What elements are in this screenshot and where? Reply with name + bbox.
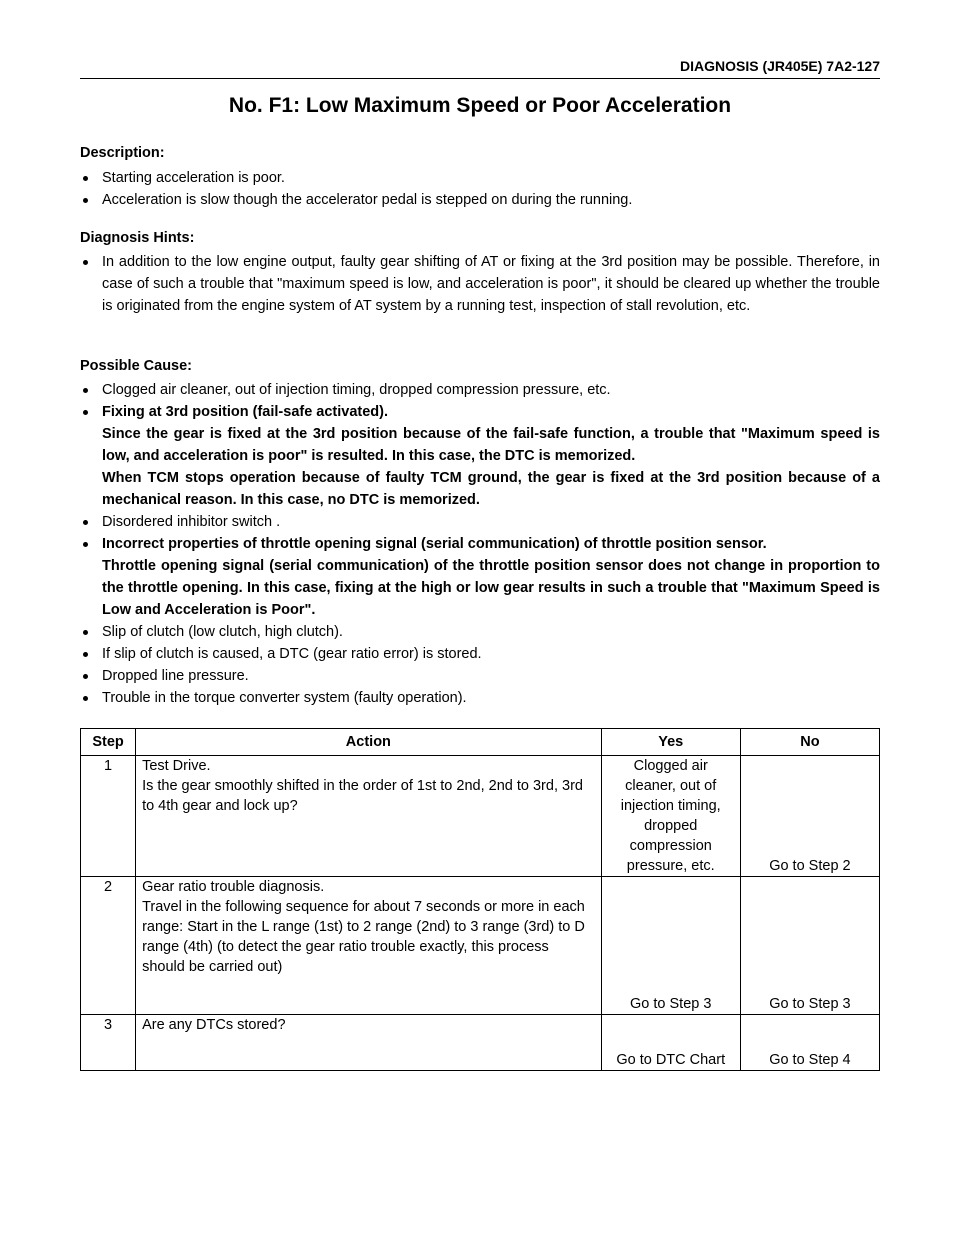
list-item: Starting acceleration is poor. — [80, 167, 880, 189]
page-title: No. F1: Low Maximum Speed or Poor Acceleration — [228, 94, 732, 117]
list-item: Disordered inhibitor switch . — [80, 511, 880, 533]
step-number: 3 — [81, 1015, 136, 1071]
bullet-icon — [83, 388, 88, 393]
step-action — [136, 756, 602, 877]
diagnosis-steps-table — [80, 728, 880, 1071]
causes-list — [80, 379, 880, 709]
yes-result: Go to DTC Chart — [601, 1015, 740, 1071]
list-item: Incorrect properties of throttle opening signal (serial communication) of throttle position sensor. Throttle opening signal (serial communication) of the throttle position sensor does not change in proportion to the throttle opening. In this case, fixing at the high or low gear results in such a trouble that "Maximum Speed is Low and Acceleration is Poor". — [80, 533, 880, 621]
failsafe-note-2: When TCM stops operation because of faulty TCM ground, the gear is fixed at the 3rd position because of a mechanical reason. In this case, no DTC is memorized. — [102, 470, 880, 508]
bullet-icon — [83, 696, 88, 701]
table-row — [81, 756, 880, 877]
action-title: Gear ratio trouble diagnosis. — [142, 879, 325, 895]
page-header: DIAGNOSIS (JR405E) 7A2-127 — [80, 58, 880, 79]
yes-result: Clogged air cleaner, out of injection timing, dropped compression pressure, etc. — [601, 756, 740, 877]
hints-list — [80, 251, 880, 317]
bullet-icon — [83, 652, 88, 657]
col-action-header: Action — [136, 729, 602, 756]
description-list — [80, 167, 880, 211]
causes-heading: Possible Cause: — [80, 358, 193, 374]
col-no-header: No — [740, 729, 879, 756]
list-item: In addition to the low engine output, faulty gear shifting of AT or fixing at the 3rd position may be possible. Therefore, in case of such a trouble that "maximum speed is low, and acceleration is poor", it should be cleared up whether the trouble is originated from the engine system of AT system by a running test, inspection of stall revolution, etc. — [80, 251, 880, 317]
action-body: Is the gear smoothly shifted in the order of 1st to 2nd, 2nd to 3rd, 3rd to 4th gear and lock up? — [142, 778, 583, 814]
step-action — [136, 877, 602, 1015]
failsafe-note-1: Since the gear is fixed at the 3rd position because of the fail-safe function, a trouble that "Maximum speed is low, and acceleration is poor" is resulted. In this case, the DTC is memorized. — [102, 426, 880, 464]
step-action — [136, 1015, 602, 1071]
no-result: Go to Step 3 — [740, 877, 879, 1015]
action-title: Are any DTCs stored? — [142, 1017, 286, 1033]
list-item: Dropped line pressure. — [80, 665, 880, 687]
no-result: Go to Step 4 — [740, 1015, 879, 1071]
bullet-icon — [83, 520, 88, 525]
throttle-note: Throttle opening signal (serial communication) of the throttle position sensor does not change in proportion to the throttle opening. In this case, fixing at the high or low gear results in such a trouble that "Maximum Speed is Low and Acceleration is Poor". — [102, 558, 880, 618]
list-item: Slip of clutch (low clutch, high clutch). — [80, 621, 880, 643]
no-result: Go to Step 2 — [740, 756, 879, 877]
yes-result: Go to Step 3 — [601, 877, 740, 1015]
description-heading: Description: — [80, 145, 165, 161]
hints-heading: Diagnosis Hints: — [80, 230, 195, 246]
list-item: Trouble in the torque converter system (faulty operation). — [80, 687, 880, 709]
list-item: Acceleration is slow though the accelerator pedal is stepped on during the running. — [80, 189, 880, 211]
bullet-icon — [83, 260, 88, 265]
step-number: 2 — [81, 877, 136, 1015]
action-body: Travel in the following sequence for about 7 seconds or more in each range: Start in the L range (1st) to 2 range (2nd) to 3 range (3rd) to D range (4th) (to detect the gear ratio trouble exactly, this process should be carried out) — [142, 899, 585, 975]
table-header-row — [81, 729, 880, 756]
bullet-icon — [83, 542, 88, 547]
bullet-icon — [83, 198, 88, 203]
col-yes-header: Yes — [601, 729, 740, 756]
step-number: 1 — [81, 756, 136, 877]
list-item: If slip of clutch is caused, a DTC (gear ratio error) is stored. — [80, 643, 880, 665]
list-item: Fixing at 3rd position (fail-safe activated). Since the gear is fixed at the 3rd position because of the fail-safe function, a trouble that "Maximum speed is low, and acceleration is poor" is resulted. In this case, the DTC is memorized. When TCM stops operation because of faulty TCM ground, the gear is fixed at the 3rd position because of a mechanical reason. In this case, no DTC is memorized. — [80, 401, 880, 511]
bullet-icon — [83, 630, 88, 635]
action-title: Test Drive. — [142, 758, 211, 774]
list-item: Clogged air cleaner, out of injection timing, dropped compression pressure, etc. — [80, 379, 880, 401]
bullet-icon — [83, 176, 88, 181]
bullet-icon — [83, 674, 88, 679]
col-step-header: Step — [81, 729, 136, 756]
table-row — [81, 877, 880, 1015]
table-row — [81, 1015, 880, 1071]
bullet-icon — [83, 410, 88, 415]
